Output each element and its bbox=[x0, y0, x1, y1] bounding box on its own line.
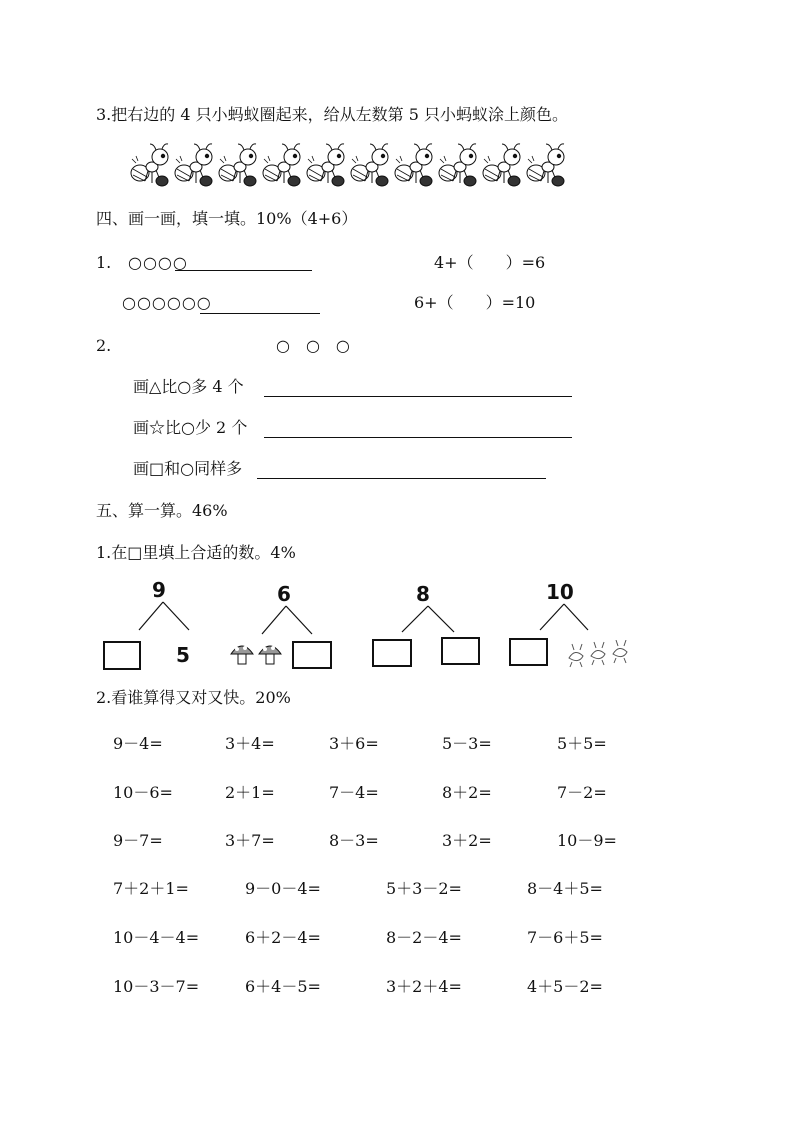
equation[interactable]: 3＋4= bbox=[225, 734, 275, 753]
equation[interactable]: 5＋3－2= bbox=[386, 879, 462, 898]
equation[interactable]: 5＋5= bbox=[557, 734, 607, 753]
circles-row-1: ○○○○ bbox=[128, 253, 188, 272]
bond-top-number: 6 bbox=[277, 582, 291, 606]
bond-lines bbox=[536, 602, 594, 632]
circles-row-3: ○ ○ ○ bbox=[276, 336, 350, 355]
answer-box[interactable] bbox=[103, 641, 141, 670]
equation[interactable]: 5－3= bbox=[442, 734, 492, 753]
draw-triangle-label: 画△比○多 4 个 bbox=[133, 377, 244, 396]
expression-2: 6+（ ）=10 bbox=[414, 293, 536, 312]
question-number: 1. bbox=[96, 253, 112, 272]
equation[interactable]: 7－4= bbox=[329, 783, 379, 802]
ant-icon[interactable] bbox=[439, 144, 476, 186]
question-5-2: 2.看谁算得又对又快。20% bbox=[96, 688, 291, 707]
answer-line[interactable] bbox=[264, 437, 572, 438]
equation[interactable]: 3＋2＋4= bbox=[386, 977, 462, 996]
bond-top-number: 9 bbox=[152, 578, 166, 602]
bond-lines bbox=[135, 600, 195, 632]
answer-box[interactable] bbox=[372, 639, 412, 667]
answer-line[interactable] bbox=[264, 396, 572, 397]
section-5-title: 五、算一算。46% bbox=[96, 501, 228, 520]
answer-box[interactable] bbox=[292, 641, 332, 669]
equation[interactable]: 9－0－4= bbox=[245, 879, 321, 898]
ant-icon[interactable] bbox=[307, 144, 344, 186]
circles-row-2: ○○○○○○ bbox=[122, 293, 212, 312]
answer-box[interactable] bbox=[509, 638, 548, 666]
question-number: 2. bbox=[96, 336, 112, 355]
equation[interactable]: 8－3= bbox=[329, 831, 379, 850]
equation[interactable]: 10－6= bbox=[113, 783, 173, 802]
equation[interactable]: 7＋2＋1= bbox=[113, 879, 189, 898]
question-3-ants: 3.把右边的 4 只小蚂蚁圈起来，给从左数第 5 只小蚂蚁涂上颜色。 bbox=[96, 105, 568, 124]
equation[interactable]: 7－2= bbox=[557, 783, 607, 802]
ant-icon[interactable] bbox=[175, 144, 212, 186]
equation[interactable]: 3＋7= bbox=[225, 831, 275, 850]
bond-lines bbox=[398, 604, 460, 634]
equation[interactable]: 3＋6= bbox=[329, 734, 379, 753]
equation[interactable]: 8＋2= bbox=[442, 783, 492, 802]
draw-square-label: 画□和○同样多 bbox=[133, 459, 243, 478]
section-4-title: 四、画一画，填一填。10%（4+6） bbox=[96, 209, 358, 228]
bond-top-number: 10 bbox=[546, 580, 574, 604]
bond-top-number: 8 bbox=[416, 582, 430, 606]
equation[interactable]: 8－2－4= bbox=[386, 928, 462, 947]
answer-box[interactable] bbox=[441, 637, 480, 665]
equation[interactable]: 3＋2= bbox=[442, 831, 492, 850]
equation[interactable]: 6＋2－4= bbox=[245, 928, 321, 947]
equation[interactable]: 8－4＋5= bbox=[527, 879, 603, 898]
equation[interactable]: 9－7= bbox=[113, 831, 163, 850]
ant-icon[interactable] bbox=[527, 144, 564, 186]
ants-row bbox=[130, 143, 570, 191]
answer-line[interactable] bbox=[200, 313, 320, 314]
bond-lines bbox=[258, 604, 318, 636]
ant-icon[interactable] bbox=[219, 144, 256, 186]
ant-icon[interactable] bbox=[263, 144, 300, 186]
equation[interactable]: 10－4－4= bbox=[113, 928, 200, 947]
expression-1: 4+（ ）=6 bbox=[434, 253, 546, 272]
equation[interactable]: 10－9= bbox=[557, 831, 617, 850]
bug-icons bbox=[566, 640, 634, 670]
equation[interactable]: 4＋5－2= bbox=[527, 977, 603, 996]
equation[interactable]: 9－4= bbox=[113, 734, 163, 753]
mushroom-icon bbox=[229, 640, 285, 668]
equation[interactable]: 10－3－7= bbox=[113, 977, 200, 996]
equation[interactable]: 6＋4－5= bbox=[245, 977, 321, 996]
equation[interactable]: 7－6＋5= bbox=[527, 928, 603, 947]
ant-icon[interactable] bbox=[131, 144, 168, 186]
ant-icon[interactable] bbox=[483, 144, 520, 186]
question-5-1: 1.在□里填上合适的数。4% bbox=[96, 543, 296, 562]
draw-star-label: 画☆比○少 2 个 bbox=[133, 418, 248, 437]
answer-line[interactable] bbox=[175, 270, 312, 271]
bond-right-number: 5 bbox=[176, 643, 190, 667]
answer-line[interactable] bbox=[257, 478, 546, 479]
equation[interactable]: 2＋1= bbox=[225, 783, 275, 802]
ant-icon[interactable] bbox=[395, 144, 432, 186]
ant-icon[interactable] bbox=[351, 144, 388, 186]
